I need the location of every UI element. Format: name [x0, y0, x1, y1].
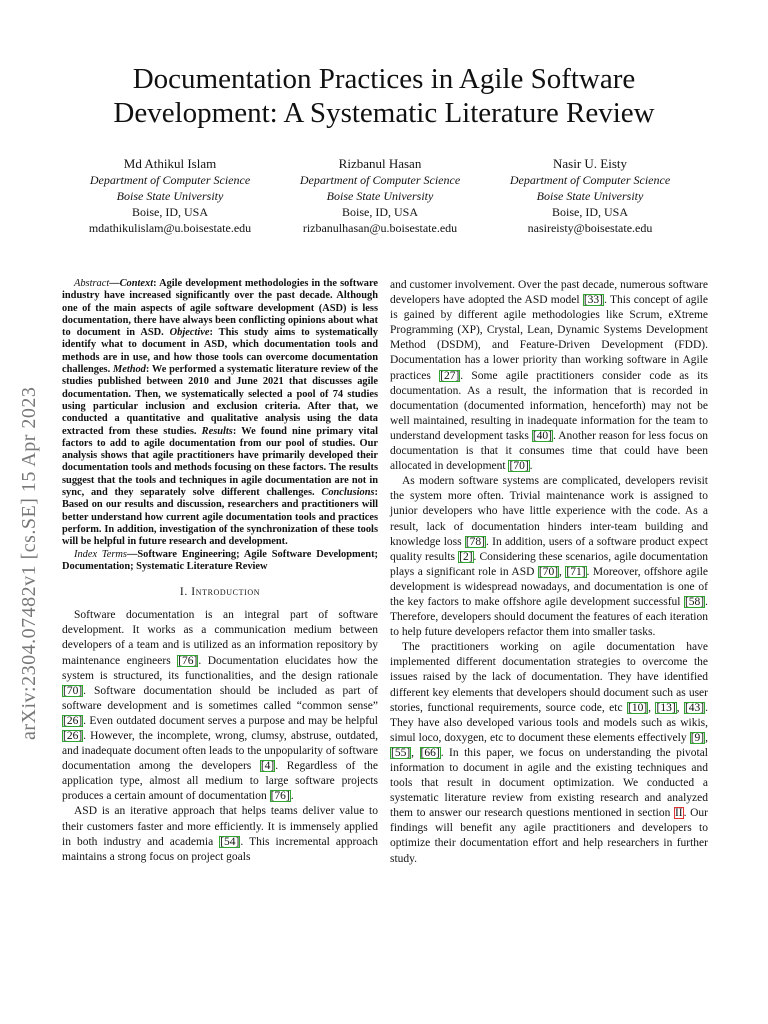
- paragraph-text: ASD is an iterative approach that helps teams deliver value to their customers faster and more efficiently. It is immensely applied in both industry and academia: [62, 805, 378, 848]
- paragraph-text: . Our findings will benefit any agile practitioners and developers to optimize their documentation effort and help researchers in further study.: [390, 807, 708, 865]
- abstract-conclusions: : Based on our results and discussion, researchers and practitioners will better understand how current agile documentation tools and practices perform. In addition, investigation of the synchronization of these tools will be helpful in future research and development.: [62, 487, 378, 548]
- intro-paragraph-1: [62, 608, 378, 804]
- citation-link[interactable]: [76]: [270, 790, 290, 803]
- abstract-objective-label: Objective: [169, 327, 210, 339]
- index-terms-text: —Software Engineering; Agile Software Development; Documentation; Systematic Literature Review: [62, 548, 378, 572]
- citation-link[interactable]: [76]: [178, 654, 198, 667]
- abstract-method-label: Method: [112, 364, 146, 376]
- abstract-context-label: Context: [119, 278, 154, 289]
- paragraph-text: . However, the incomplete, wrong, clumsy, abstruse, outdated, and inadequate document often leads to the unpopularity of software documentation among the developers: [62, 729, 378, 773]
- author-department: Department of Computer Science: [509, 173, 671, 187]
- paragraph-text: .: [290, 790, 294, 803]
- paragraph-text: . In addition, users of a software product expect quality results: [390, 535, 708, 563]
- citation-link[interactable]: [13]: [656, 701, 676, 714]
- paragraph-text: . Another reason for less focus on documentation is that it consumes time that could have been allocated in development: [390, 429, 708, 473]
- author-university: Boise State University: [536, 189, 644, 203]
- abstract-context: : Agile development methodologies in the software industry have increased significantly over the past decade. Although one of the main aspects of agile software development (ASD) is less documentation, there have always been conflicting opinions about what to document in ASD.: [62, 278, 378, 339]
- author-1: [65, 155, 275, 236]
- paragraph-text: . Moreover, offshore agile development is widespread nowadays, and documentation is one of the key factors to make offshore agile development successful: [390, 565, 709, 608]
- paragraph-text: . Some agile practitioners consider code as its documentation. As a result, the information that is recorded in documentation (documented information, henceforth) may not be well maintained, resulting in inadequate information for the team to understand development tasks: [390, 369, 708, 442]
- citation-link[interactable]: [9]: [690, 731, 705, 744]
- right-column: [390, 278, 708, 867]
- author-email[interactable]: mdathikulislam@u.boisestate.edu: [88, 221, 252, 235]
- citation-link[interactable]: [55]: [391, 746, 411, 759]
- paragraph-text: . They have also developed various tools and models such as wikis, simul loco, doxygen, etc to document these elements effectively: [390, 701, 709, 744]
- section-reference-link[interactable]: II: [674, 807, 683, 820]
- citation-link[interactable]: [70]: [509, 460, 529, 473]
- intro-paragraph-2-continued: [390, 278, 708, 474]
- abstract-results: : We found nine primary vital factors to add to agile documentation from our pool of studies. Our analysis shows that agile practitioners have primarily developed their documentation tools and methods focusing on these factors. The results suggest that the tools and techniques in agile documentation are not in sync, and they separately solve different challenges.: [62, 425, 378, 499]
- author-email[interactable]: nasireisty@boisestate.edu: [527, 221, 653, 235]
- abstract-method: : We performed a systematic literature review of the studies published between 2010 and June 2021 that discusses agile documentation. Then, we systematically selected a pool of 74 studies using particular inclusion and exclusion criteria. After that, we conducted a quantitative and qualitative analysis using the data extracted from these studies.: [62, 364, 379, 437]
- citation-link[interactable]: [78]: [465, 535, 486, 548]
- author-2: [275, 155, 485, 236]
- citation-link[interactable]: [27]: [440, 369, 460, 382]
- paragraph-text: and customer involvement. Over the past decade, numerous software developers have adopted the ASD model: [390, 279, 708, 307]
- paragraph-text: .: [529, 460, 533, 473]
- paragraph-text: . Considering these scenarios, agile documentation plays a significant role in ASD: [390, 550, 708, 578]
- paragraph-text: . Even outdated document serves a purpose and may be helpful: [83, 714, 378, 727]
- abstract-lead: Abstract: [74, 278, 110, 289]
- author-name: Rizbanul Hasan: [338, 156, 422, 171]
- paragraph-text: . Therefore, developers should document the features of each iteration to help future developers refactor them into smaller tasks.: [390, 595, 708, 639]
- citation-link[interactable]: [26]: [63, 714, 83, 727]
- citation-link[interactable]: [70]: [538, 565, 559, 578]
- citation-link[interactable]: [43]: [684, 701, 705, 714]
- citation-link[interactable]: [2]: [459, 550, 473, 563]
- citation-link[interactable]: [66]: [420, 746, 440, 759]
- paragraph-text: As modern software systems are complicated, developers revisit the system more often. Trivial maintenance work is assigned to junior developers who have little experience with the code. As a result, lack of documentation hinders inter-team building and knowledge loss: [390, 475, 708, 548]
- paragraph-text: . This incremental approach maintains a strong focus on project goals: [62, 835, 378, 863]
- left-column: [62, 278, 378, 865]
- citation-link[interactable]: [33]: [583, 294, 604, 307]
- paragraph-text: Software documentation is an integral part of software development. It works as a communication medium between developers of a team and is utilized as an information repository by maintenance engineers: [62, 609, 378, 667]
- paragraph-text: . Documentation elucidates how the system is structured, its functionalities, and the design rationale: [62, 654, 378, 682]
- abstract-dash: —: [109, 278, 120, 289]
- abstract-conclusions-label: Conclusions: [321, 487, 375, 499]
- author-department: Department of Computer Science: [299, 173, 461, 187]
- arxiv-sidebar-stamp: arXiv:2304.07482v1 [cs.SE] 15 Apr 2023: [18, 386, 40, 740]
- abstract: [62, 278, 378, 549]
- paragraph-text: ,: [411, 746, 420, 759]
- author-location: Boise, ID, USA: [551, 205, 628, 219]
- citation-link[interactable]: [26]: [63, 729, 83, 742]
- citation-link[interactable]: [58]: [684, 595, 705, 608]
- author-name: Md Athikul Islam: [123, 156, 217, 171]
- section-heading-introduction: [62, 585, 378, 600]
- citation-link[interactable]: [40]: [532, 429, 553, 442]
- index-terms: [62, 549, 378, 574]
- intro-paragraph-3: [390, 474, 708, 640]
- paragraph-text: ,: [705, 731, 708, 744]
- paragraph-text: . This concept of agile is gained by different agile methodologies like Scrum, eXtreme Programming (XP), Crystal, Lean, Dynamic Systems Development Method (DSDM), and Feature-Driven Development (FDD). Documentation has a lower priority than working software in Agile practices: [390, 294, 708, 382]
- paper-title: Documentation Practices in Agile Software Development: A Systematic Literature Review: [113, 63, 655, 129]
- paragraph-text: The practitioners working on agile documentation have implemented different documentation strategies to overcome the issues raised by the lack of documentation. They have identified different key elements that developers should document such as user stories, functional requirements, source code, etc: [390, 641, 708, 714]
- paragraph-text: . Software documentation should be included as part of software development and is sometimes called “common sense”: [62, 684, 378, 712]
- citation-link[interactable]: [71]: [566, 565, 586, 578]
- citation-link[interactable]: [70]: [63, 684, 83, 697]
- author-location: Boise, ID, USA: [341, 205, 418, 219]
- section-number: I.: [179, 586, 188, 599]
- abstract-objective: : This study aims to systematically identify what to document in ASD, which documentation tools and methods are in use, and how those tools can overcome documentation challenges.: [62, 327, 378, 376]
- author-university: Boise State University: [326, 189, 434, 203]
- paragraph-text: ,: [648, 701, 656, 714]
- author-department: Department of Computer Science: [89, 173, 251, 187]
- paragraph-text: ,: [676, 701, 684, 714]
- paragraph-text: ,: [559, 565, 566, 578]
- intro-paragraph-2: [62, 804, 378, 864]
- paragraph-text: . In this paper, we focus on understanding the pivotal information to document in agile and the existing techniques and tools that result in document optimization. We conducted a systematic literature review from existing research and analyzed them to answer our research questions mentioned in section: [390, 746, 709, 820]
- abstract-results-label: Results: [201, 425, 233, 437]
- author-3: [485, 155, 695, 236]
- citation-link[interactable]: [10]: [628, 701, 648, 714]
- citation-link[interactable]: [4]: [260, 760, 275, 773]
- index-terms-lead: Index Terms: [74, 548, 127, 560]
- intro-paragraph-4: [390, 640, 708, 866]
- author-university: Boise State University: [116, 189, 224, 203]
- paragraph-text: . Regardless of the application type, almost all medium to large software projects produces a certain amount of documentation: [62, 760, 378, 803]
- author-email[interactable]: rizbanulhasan@u.boisestate.edu: [302, 221, 458, 235]
- author-location: Boise, ID, USA: [131, 205, 208, 219]
- author-name: Nasir U. Eisty: [552, 156, 628, 171]
- section-title: Introduction: [191, 586, 261, 599]
- citation-link[interactable]: [54]: [220, 835, 240, 848]
